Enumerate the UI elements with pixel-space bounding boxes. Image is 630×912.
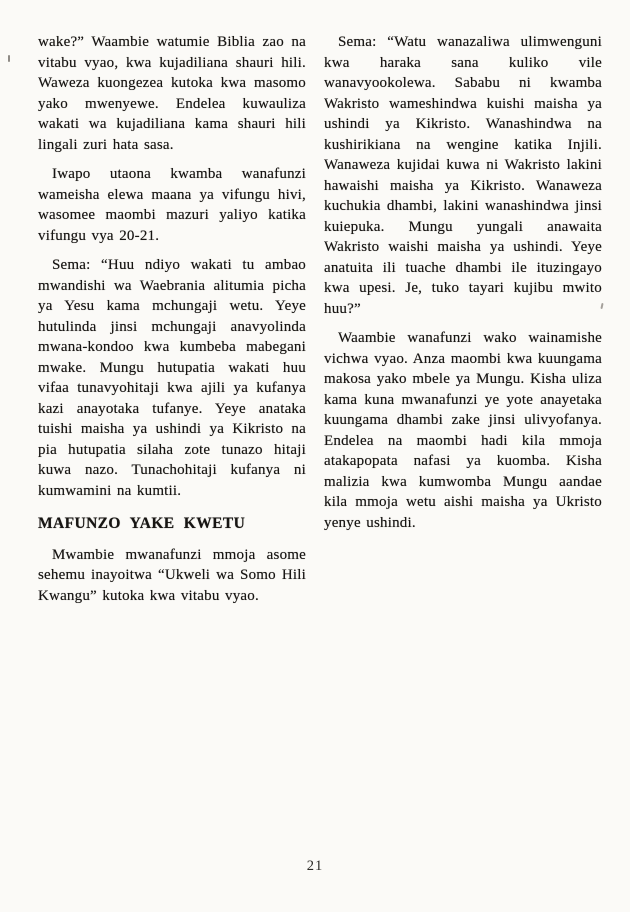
page-number: 21 [306, 858, 324, 874]
paragraph: Sema: “Huu ndiyo wakati tu ambao mwandishi wa Waebrania alitumia picha ya Yesu kama mchungaji wetu. Yeye hutulinda jinsi mchungaji anavyolinda mwana-kondoo kwa kumbeba mabegani mwake. Mungu hutupatia wakati huu vifaa tunavyohitaji kwa ajili ya kufanya kazi anayotaka tufanye. Yeye anataka tuishi maisha ya ushindi ya Kikristo na pia hutupatia silaha zote tunazo hitaji kuwa nazo. Tunachohitaji kufanya ni kumwamini na kumtii. [38, 257, 306, 499]
paragraph: Sema: “Watu wanazaliwa ulimwenguni kwa haraka sana kuliko vile wanavyookolewa. Sababu ni kwamba Wakristo wameshindwa kuishi maisha ya ushindi ya Kikristo. Wanashindwa na kushirikiana na wengine katika Injili. Wanaweza kujidai kuwa ni Wakristo lakini hawaishi maisha ya Kikristo. Wanaweza kuchukia dhambi, lakini wanashindwa jinsi kuiepuka. Mungu yungali anawaita Wakristo waishi maisha ya ushindi. Yeye anatuita ili tuache dhambi ile ituzingayo kwa upesi. Je, tuko tayari kujibu mwito huu?” [324, 34, 602, 317]
section-heading: MAFUNZO YAKE KWETU [38, 515, 246, 532]
paragraph: Waambie wanafunzi wako wainamishe vichwa vyao. Anza maombi kwa kuungama makosa yako mbele ya Mungu. Kisha uliza kama kuna mwanafunzi ye yote anayetaka kuungama dhambi zake jinsi ulivyofanya. Endelea na maombi hadi kila mmoja atakapopata nafasi ya kuomba. Kisha malizia kwa kumwomba Mungu aandae kila mmoja wetu aishi maisha ya Ukristo yenye ushindi. [324, 330, 602, 531]
left-column [38, 32, 306, 615]
paragraph: Iwapo utaona kwamba wanafunzi wameisha elewa maana ya vifungu hivi, wasomee maombi mazuri yaliyo katika vifungu vya 20-21. [38, 166, 306, 244]
right-column [324, 32, 602, 615]
scan-speck [600, 303, 603, 309]
scan-speck [8, 55, 10, 62]
paragraph-continuation: wake?” Waambie watumie Biblia zao na vitabu vyao, kwa kujadiliana shauri hili. Waweza kuongezea kutoka kwa masomo yako mwenyewe. Endelea kuwauliza wakati wa kujadiliana kama shauri hili lingali zuri hata sasa. [38, 34, 306, 153]
two-column-text-body [38, 32, 602, 615]
paragraph: Mwambie mwanafunzi mmoja asome sehemu inayoitwa “Ukweli wa Somo Hili Kwangu” kutoka kwa vitabu vyao. [38, 546, 306, 604]
